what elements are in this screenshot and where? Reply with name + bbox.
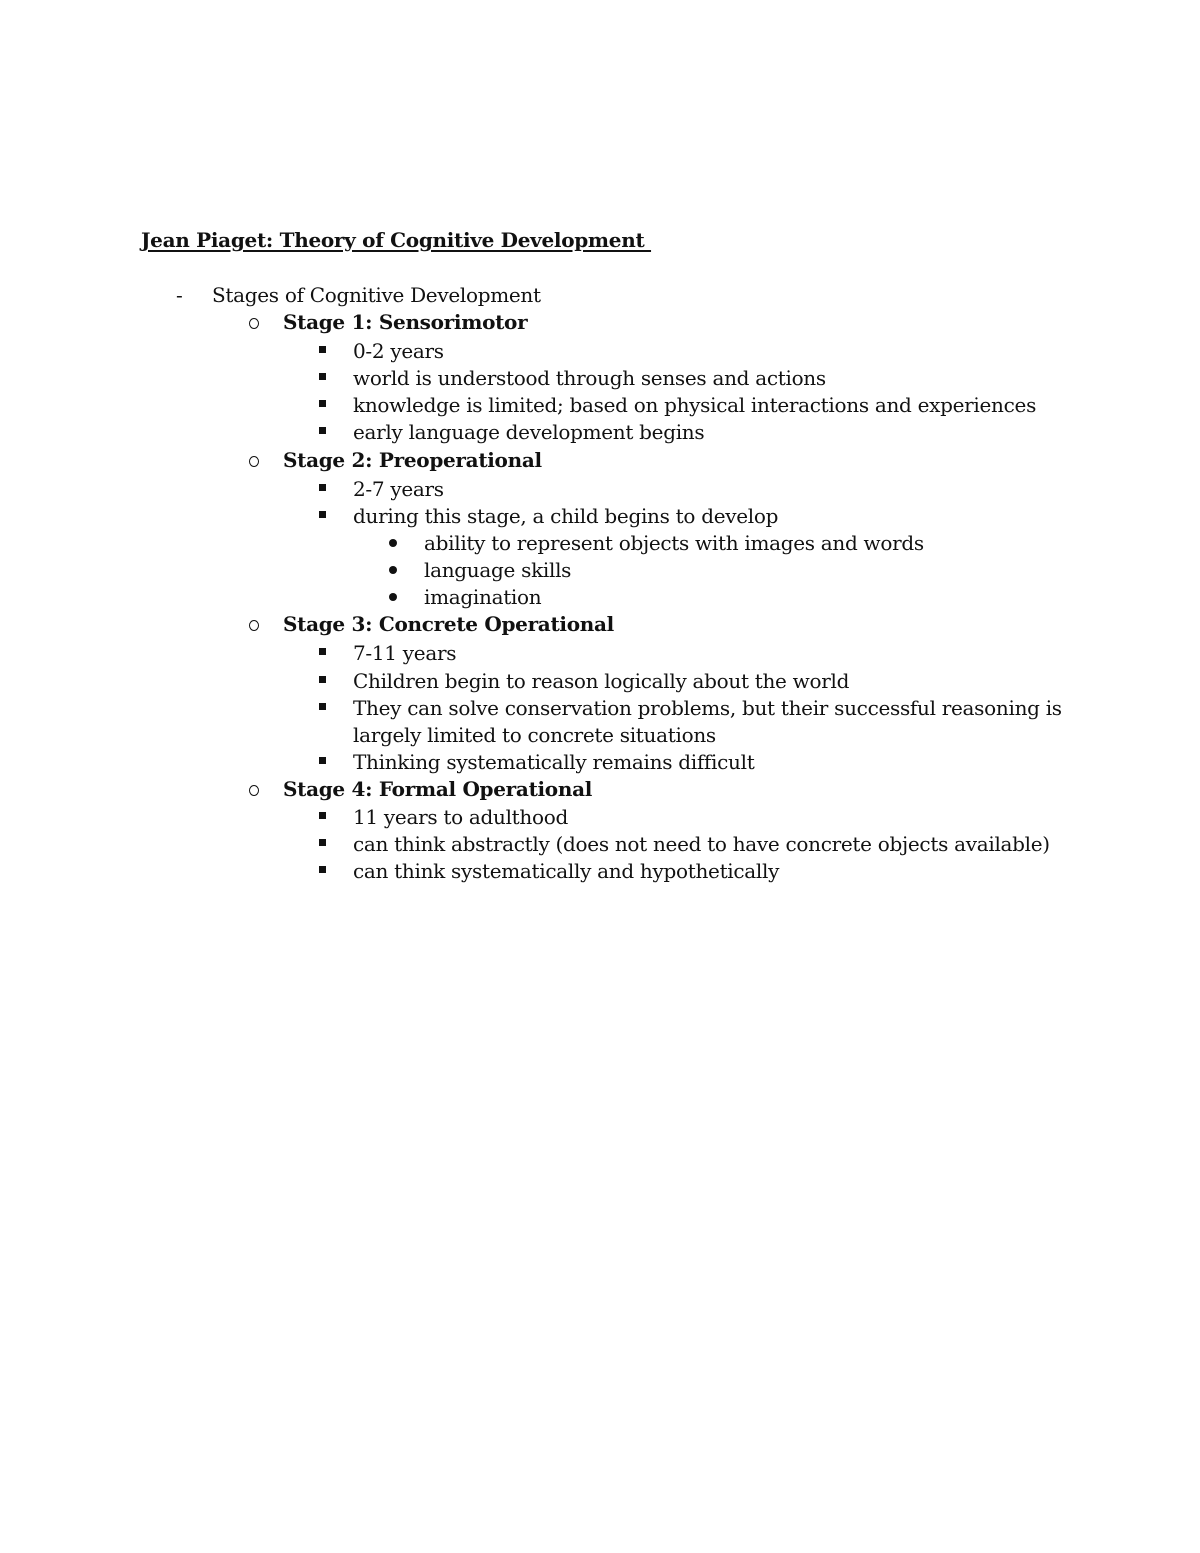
circle-bullet-icon [249,456,259,467]
round-bullet-icon [389,566,397,574]
circle-bullet-icon [249,318,259,329]
sub-list-item: imagination [424,585,542,609]
list-item: can think abstractly (does not need to have concrete objects available) [353,832,1050,856]
sub-list-item: ability to represent objects with images and words [424,531,924,555]
list-item: 2-7 years [353,477,444,501]
dash-bullet: - [176,283,183,307]
square-bullet-icon [319,484,326,491]
square-bullet-icon [319,757,326,764]
round-bullet-icon [389,539,397,547]
square-bullet-icon [319,839,326,846]
list-item: 11 years to adulthood [353,805,568,829]
list-item: world is understood through senses and actions [353,366,826,390]
square-bullet-icon [319,373,326,380]
stage-heading: Stage 1: Sensorimotor [283,310,528,334]
list-item: during this stage, a child begins to develop [353,504,779,528]
square-bullet-icon [319,346,326,353]
stage-heading: Stage 4: Formal Operational [283,777,593,801]
list-item: Thinking systematically remains difficult [353,750,755,774]
stage-heading: Stage 2: Preoperational [283,448,542,472]
circle-bullet-icon [249,620,259,631]
square-bullet-icon [319,427,326,434]
stage-heading: Stage 3: Concrete Operational [283,612,614,636]
square-bullet-icon [319,866,326,873]
square-bullet-icon [319,812,326,819]
list-item: 7-11 years [353,641,457,665]
list-item: can think systematically and hypothetically [353,859,780,883]
square-bullet-icon [319,400,326,407]
list-item: They can solve conservation problems, but their successful reasoning is [353,696,1062,720]
sub-list-item: language skills [424,558,572,582]
list-item: knowledge is limited; based on physical interactions and experiences [353,393,1037,417]
square-bullet-icon [319,648,326,655]
square-bullet-icon [319,703,326,710]
section-heading: Stages of Cognitive Development [212,283,541,307]
list-item: early language development begins [353,420,705,444]
list-item-continuation: largely limited to concrete situations [353,723,716,747]
circle-bullet-icon [249,785,259,796]
square-bullet-icon [319,511,326,518]
document-title: Jean Piaget: Theory of Cognitive Development [141,228,652,252]
round-bullet-icon [389,593,397,601]
list-item: 0-2 years [353,339,444,363]
square-bullet-icon [319,676,326,683]
list-item: Children begin to reason logically about the world [353,669,850,693]
